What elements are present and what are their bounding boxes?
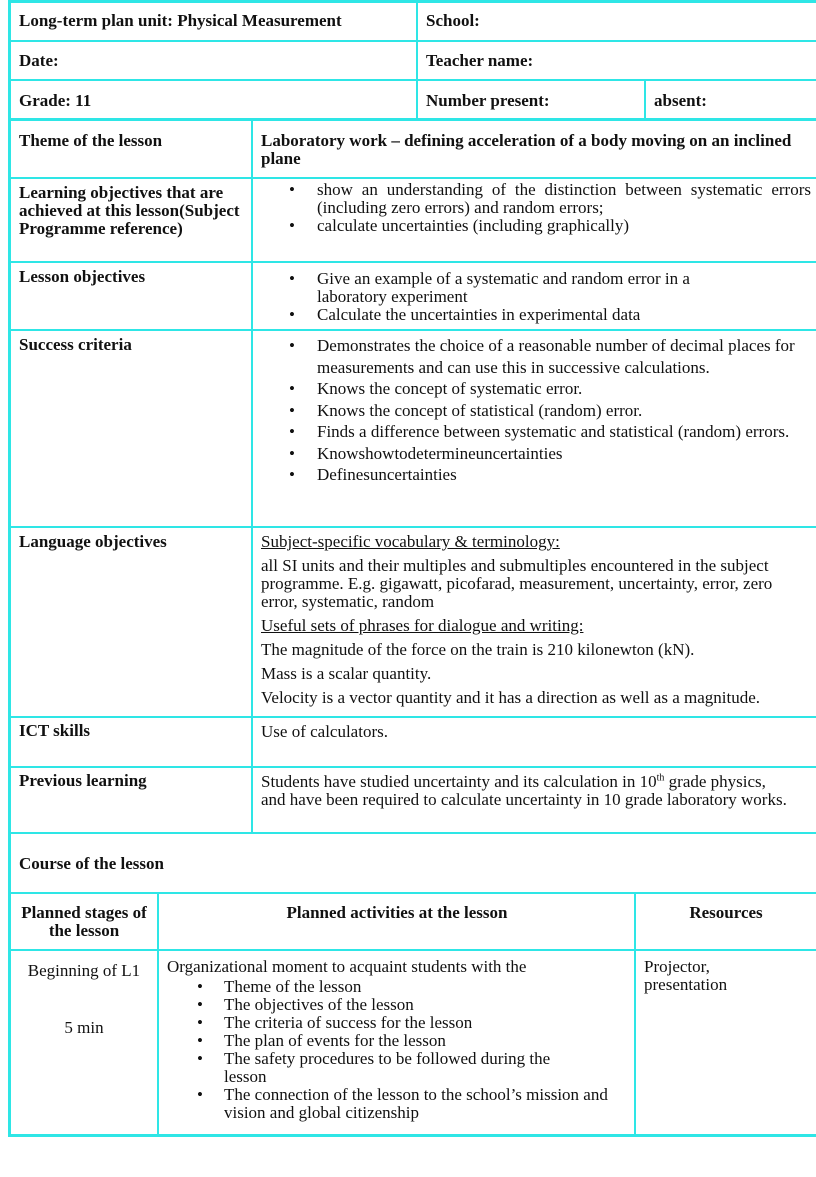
border <box>8 177 816 179</box>
list-item: • Demonstrates the choice of a reasonable number of decimal places for measurements and can use this in successive calculations. <box>289 336 795 377</box>
list-item: • The connection of the lesson to the school’s mission and vision and global citizenship <box>197 1085 608 1122</box>
success-criteria-label: Success criteria <box>19 335 132 354</box>
bullet-icon: • <box>289 422 295 441</box>
vocab-heading: Subject-specific vocabulary & terminology: <box>261 532 560 551</box>
previous-learning-label: Previous learning <box>19 771 147 790</box>
grade-label: Grade: 11 <box>19 91 92 110</box>
border <box>416 0 418 120</box>
list-item: • Knows the concept of systematic error. <box>289 379 583 398</box>
border <box>8 716 816 718</box>
bullet-icon: • <box>289 379 295 398</box>
list-item: • Finds a difference between systematic and statistical (random) errors. <box>289 422 790 441</box>
bullet-icon: • <box>197 995 203 1014</box>
list-item: • calculate uncertainties (including graphically) <box>289 216 630 235</box>
previous-learning-value: Students have studied uncertainty and its calculation in 10th grade physics, and have been required to calculate uncertainty in 10 grade laboratory works. <box>261 772 787 809</box>
border <box>8 329 816 331</box>
list-item: • Knowshowtodetermineuncertainties <box>289 443 563 463</box>
list-item: • Theme of the lesson <box>197 977 362 996</box>
learning-objectives-list <box>261 181 811 235</box>
list-item: • The objectives of the lesson <box>197 995 414 1014</box>
stages-header: Planned stages of the lesson <box>21 903 147 940</box>
unit-title: Long-term plan unit: Physical Measurement <box>19 11 342 30</box>
vocab-text: all SI units and their multiples and submultiples encountered in the subject programme. E.g. gigawatt, picofarad, measurement, uncertainty, error, zero error, systematic, random <box>261 556 773 611</box>
list-item: • Definesuncertainties <box>289 465 457 484</box>
border <box>634 893 636 1136</box>
bullet-icon: • <box>289 443 295 463</box>
bullet-icon: • <box>289 465 295 484</box>
bullet-icon: • <box>289 305 295 324</box>
bullet-icon: • <box>197 977 203 996</box>
activities-header: Planned activities at the lesson <box>286 903 508 922</box>
border <box>8 79 816 81</box>
bullet-icon: • <box>197 1013 203 1032</box>
list-item: • show an understanding of the distinction between systematic errors (including zero errors) and random errors; <box>289 180 811 217</box>
success-criteria-list <box>261 335 796 486</box>
border <box>251 120 253 834</box>
border <box>8 0 11 1137</box>
present-label: Number present: <box>426 91 550 110</box>
lesson-objectives-list <box>261 270 741 324</box>
list-item: • Calculate the uncertainties in experimental data <box>289 305 641 324</box>
border <box>8 949 816 951</box>
language-objectives-content <box>261 533 811 707</box>
language-objectives-label: Language objectives <box>19 532 167 551</box>
school-label: School: <box>426 11 480 30</box>
bullet-icon: • <box>289 400 295 420</box>
ict-value: Use of calculators. <box>261 722 388 741</box>
teacher-label: Teacher name: <box>426 51 534 70</box>
border <box>8 0 816 3</box>
bullet-icon: • <box>197 1085 203 1104</box>
border <box>8 261 816 263</box>
resources-header: Resources <box>689 903 763 922</box>
border <box>8 832 816 834</box>
bullet-icon: • <box>197 1031 203 1050</box>
border <box>8 766 816 768</box>
border <box>8 118 816 121</box>
border <box>644 80 646 120</box>
phrase: Velocity is a vector quantity and it has a direction as well as a magnitude. <box>261 688 760 707</box>
learning-objectives-label: Learning objectives that are achieved at this lesson(Subject Programme reference) <box>19 183 240 238</box>
date-label: Date: <box>19 51 59 70</box>
list-item: • The criteria of success for the lesson <box>197 1013 473 1032</box>
list-item: • The plan of events for the lesson <box>197 1031 446 1050</box>
border <box>8 1134 816 1137</box>
lesson-objectives-label: Lesson objectives <box>19 267 146 286</box>
stage-name: Beginning of L1 <box>27 961 141 980</box>
bullet-icon: • <box>289 269 295 288</box>
activity-content <box>167 958 627 1122</box>
phrases-heading: Useful sets of phrases for dialogue and writing: <box>261 616 584 635</box>
phrase: Mass is a scalar quantity. <box>261 664 432 683</box>
bullet-icon: • <box>197 1049 203 1068</box>
absent-label: absent: <box>654 91 707 110</box>
theme-label: Theme of the lesson <box>19 131 163 150</box>
phrase: The magnitude of the force on the train is 210 kilonewton (kN). <box>261 640 695 659</box>
ict-label: ICT skills <box>19 721 91 740</box>
activity-intro: Organizational moment to acquaint students with the <box>167 957 527 976</box>
stage-time: 5 min <box>64 1018 104 1037</box>
theme-value: Laboratory work – defining acceleration of a body moving on an inclined plane <box>261 131 792 168</box>
bullet-icon: • <box>289 180 295 199</box>
border <box>8 40 816 42</box>
bullet-icon: • <box>289 336 295 355</box>
border <box>157 893 159 1136</box>
course-title: Course of the lesson <box>19 854 164 873</box>
list-item: • Knows the concept of statistical (random) error. <box>289 400 643 420</box>
resources-value: Projector, presentation <box>644 957 728 994</box>
bullet-icon: • <box>289 216 295 235</box>
border <box>8 526 816 528</box>
border <box>8 892 816 894</box>
list-item: • Give an example of a systematic and random error in a laboratory experiment <box>289 269 690 306</box>
list-item: • The safety procedures to be followed during the lesson <box>197 1049 551 1086</box>
